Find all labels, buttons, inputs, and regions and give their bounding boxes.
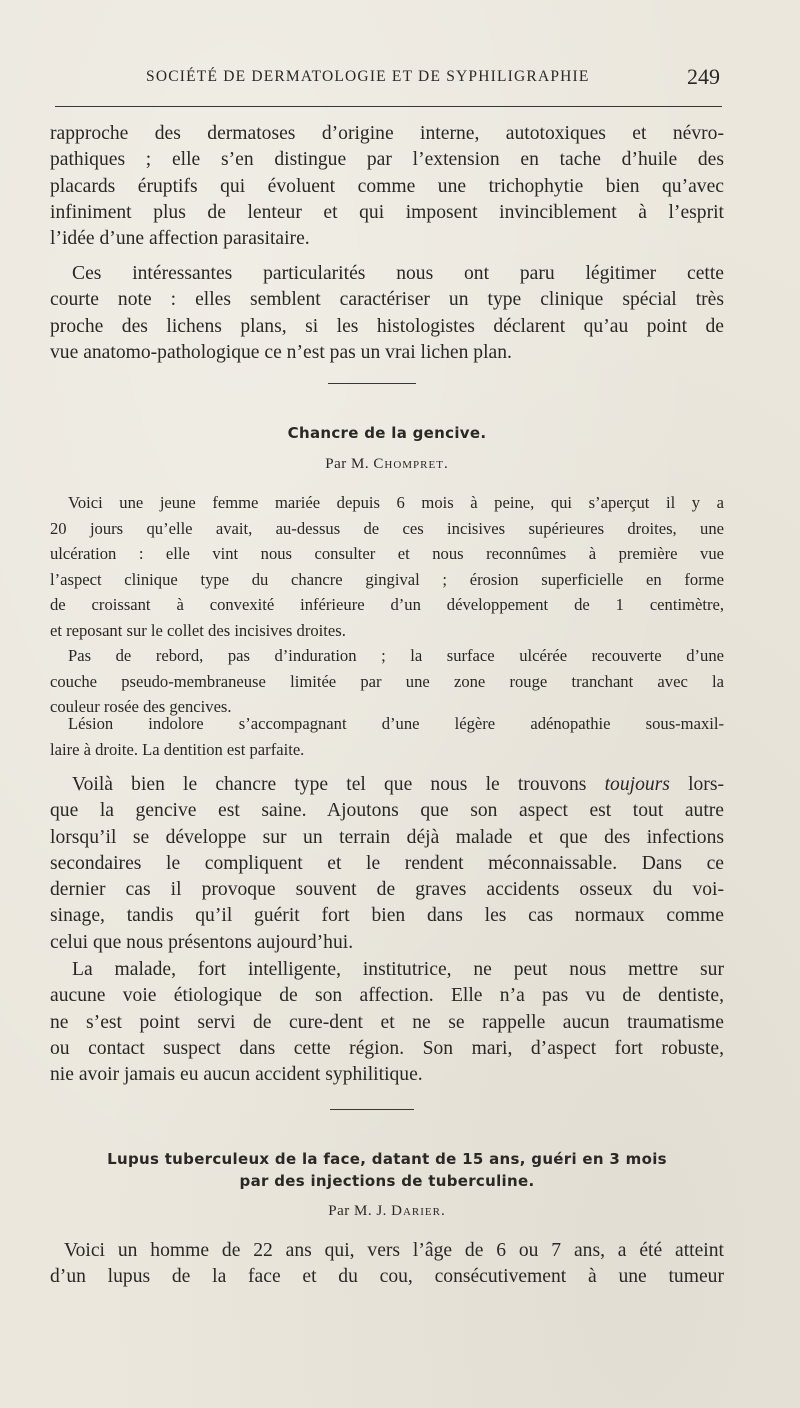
text-line: pathiques ; elle s’en distingue par l’extension en tache d’huile des: [50, 149, 724, 171]
text-line: de croissant à convexité inférieure d’un développement de 1 centimètre,: [50, 595, 724, 615]
text-line: [50, 772, 724, 798]
text-line: proche des lichens plans, si les histologistes déclarent qu’au point de: [50, 315, 724, 337]
paragraph-5: [50, 711, 724, 762]
text-line: laire à droite. La dentition est parfaite.: [50, 739, 305, 759]
section-title-chancre: Chancre de la gencive.: [287, 424, 487, 442]
text-line: 20 jours qu’elle avait, au-dessus de ces incisives supérieures droites, une: [50, 518, 724, 538]
text-line: ulcération : elle vint nous consulter et nous reconnûmes à première vue: [50, 544, 724, 564]
text-line: et reposant sur le collet des incisives droites.: [50, 620, 346, 640]
text-line: ou contact suspect dans cette région. Son mari, d’aspect fort robuste,: [50, 1037, 724, 1059]
page-number: 249: [687, 64, 720, 89]
text-line: celui que nous présentons aujourd’hui.: [50, 931, 354, 953]
emphasis-toujours: toujours: [604, 774, 670, 795]
text-line: nie avoir jamais eu aucun accident syphilitique.: [50, 1064, 423, 1086]
text-line: dernier cas il provoque souvent de graves accidents osseux du voi-: [50, 879, 724, 901]
text-line: secondaires le compliquent et le rendent méconnaissable. Dans ce: [50, 852, 724, 874]
text-line: aucune voie étiologique de son affection. Elle n’a pas vu de dentiste,: [50, 985, 724, 1007]
text-segment: Voilà bien le chancre type tel que nous le trouvons: [72, 774, 605, 795]
page-header: [50, 64, 722, 94]
text-line: Lésion indolore s’accompagnant d’une légère adénopathie sous-maxil-: [68, 714, 724, 733]
text-line: couleur rosée des gencives.: [50, 697, 232, 717]
text-line: La malade, fort intelligente, institutrice, ne peut nous mettre sur: [72, 959, 724, 980]
byline-prefix: Par M.: [325, 456, 374, 472]
paragraph-4: [50, 643, 724, 720]
title-line: Lupus tuberculeux de la face, datant de 15 ans, guéri en 3 mois: [107, 1150, 667, 1168]
section-title-lupus: [50, 1150, 724, 1190]
text-line: placards éruptifs qui évoluent comme une trichophytie bien qu’avec: [50, 175, 724, 197]
text-line: vue anatomo-pathologique ce n’est pas un vrai lichen plan.: [50, 341, 512, 363]
text-line: Ces intéressantes particularités nous ont paru légitimer cette: [72, 263, 724, 284]
paragraph-8: [50, 1238, 724, 1291]
section-separator: [328, 383, 416, 384]
text-line: Pas de rebord, pas d’induration ; la surface ulcérée recouverte d’une: [68, 646, 724, 665]
section-separator: [330, 1109, 414, 1110]
text-line: courte note : elles semblent caractériser un type clinique spécial très: [50, 289, 724, 311]
text-line: lorsqu’il se développe sur un terrain déjà malade et que des infections: [50, 826, 724, 848]
text-line: infiniment plus de lenteur et qui imposent invinciblement à l’esprit: [50, 201, 724, 223]
text-segment: lors-: [669, 774, 724, 795]
running-head: SOCIÉTÉ DE DERMATOLOGIE ET DE SYPHILIGRAPHIE: [146, 68, 590, 85]
text-line: l’idée d’une affection parasitaire.: [50, 228, 310, 250]
byline-prefix: Par M. J.: [328, 1203, 392, 1219]
author-name: Chompret.: [373, 456, 449, 472]
text-line: Voici un homme de 22 ans qui, vers l’âge de 6 ou 7 ans, a été atteint: [64, 1240, 724, 1261]
byline-darier: [50, 1203, 724, 1220]
author-name: Darier.: [391, 1203, 446, 1219]
paragraph-7: [50, 957, 724, 1088]
header-rule: [55, 106, 722, 107]
paragraph-3: [50, 490, 724, 644]
title-line: par des injections de tuberculine.: [239, 1172, 535, 1190]
text-line: l’aspect clinique type du chancre gingival ; érosion superficielle en forme: [50, 569, 724, 589]
text-line: ne s’est point servi de cure-dent et ne se rappelle aucun traumatisme: [50, 1011, 724, 1033]
text-line: sinage, tandis qu’il guérit fort bien dans les cas normaux comme: [50, 905, 724, 927]
text-line: que la gencive est saine. Ajoutons que son aspect est tout autre: [50, 800, 724, 822]
paragraph-1: [50, 121, 724, 252]
text-line: d’un lupus de la face et du cou, consécutivement à une tumeur: [50, 1266, 724, 1288]
byline-chompret: [50, 456, 724, 473]
paragraph-6: [50, 772, 724, 956]
text-line: rapproche des dermatoses d’origine interne, autotoxiques et névro-: [50, 123, 724, 144]
text-line: Voici une jeune femme mariée depuis 6 mois à peine, qui s’aperçut il y a: [68, 493, 724, 512]
paragraph-2: [50, 261, 724, 366]
text-line: couche pseudo-membraneuse limitée par une zone rouge tranchant avec la: [50, 671, 724, 691]
